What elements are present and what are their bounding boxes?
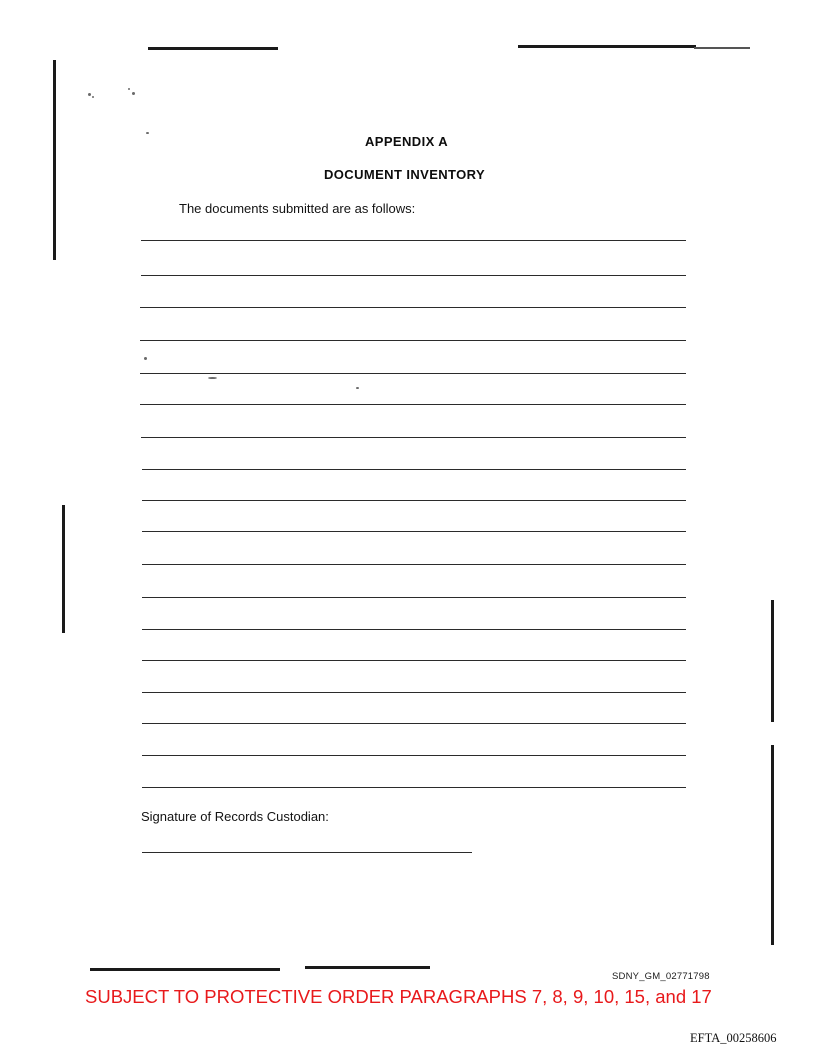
scan-edge-mark-bottom-center [305,966,430,969]
inventory-line [141,275,686,276]
scan-speck [88,93,91,96]
scan-edge-mark-top-right [518,45,696,48]
inventory-line [140,373,686,374]
inventory-line [142,564,686,565]
intro-text: The documents submitted are as follows: [179,201,416,216]
inventory-line [142,755,686,756]
scan-speck [208,377,217,379]
inventory-line [141,437,686,438]
appendix-title: APPENDIX A [365,134,448,149]
inventory-line [140,307,686,308]
inventory-line [142,469,686,470]
scan-edge-mark-left-lower [62,505,65,633]
inventory-line [142,787,686,788]
inventory-line [141,240,686,241]
inventory-line [142,723,686,724]
scan-edge-mark-bottom-left [90,968,280,971]
scan-edge-mark-top-left [148,47,278,50]
protective-order-notice: SUBJECT TO PROTECTIVE ORDER PARAGRAPHS 7, 8, 9, 10, 15, and 17 [85,986,712,1007]
scan-speck [144,357,147,360]
scan-edge-mark-left-upper [53,60,56,260]
signature-line [142,852,472,853]
section-title: DOCUMENT INVENTORY [324,167,486,182]
inventory-line [142,500,686,501]
scan-speck [356,387,359,389]
inventory-line [142,692,686,693]
inventory-line [142,531,686,532]
inventory-line [140,404,686,405]
scan-edge-mark-top-right-faint [694,47,750,49]
bates-stamp: SDNY_GM_02771798 [612,971,710,982]
scan-speck [146,132,149,134]
scan-speck [128,88,130,90]
scan-speck [132,92,135,95]
scan-edge-mark-right-upper [771,600,774,722]
scan-edge-mark-right-lower [771,745,774,945]
inventory-line [142,597,686,598]
inventory-line [142,629,686,630]
scan-speck [92,96,94,98]
inventory-line [140,340,686,341]
footer-identifier: EFTA_00258606 [690,1031,777,1045]
signature-label: Signature of Records Custodian: [141,809,329,824]
inventory-line [142,660,686,661]
